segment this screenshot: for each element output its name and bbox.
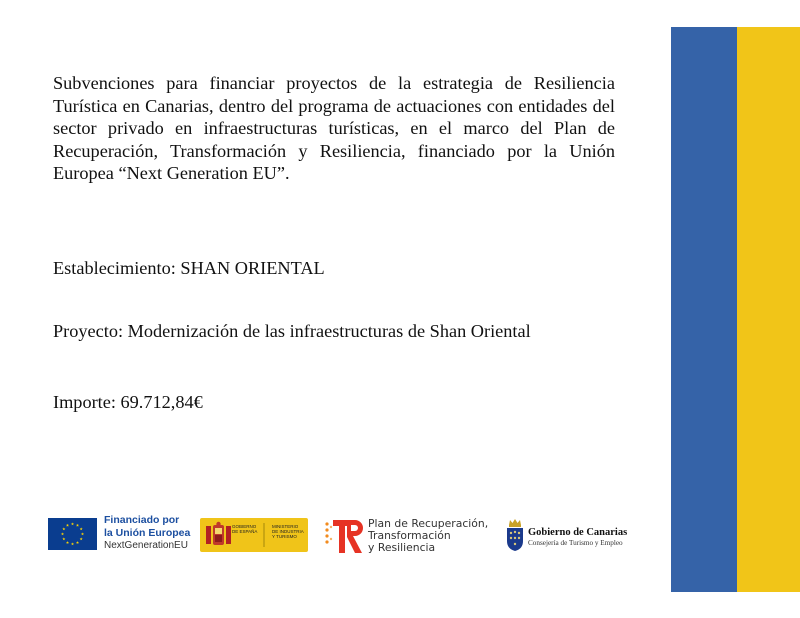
eu-funding-label	[104, 514, 190, 553]
canarias-label	[528, 527, 627, 548]
blue-stripe	[671, 27, 737, 592]
eu-line-2: la Unión Europea	[104, 526, 191, 539]
establishment-line: Establecimiento: SHAN ORIENTAL	[53, 258, 325, 278]
recovery-line-2: Transformación	[368, 528, 451, 542]
eu-line-1: Financiado por	[104, 514, 180, 526]
recovery-line-1: Plan de Recuperación,	[368, 517, 489, 530]
project-line: Proyecto: Modernización de las infraestructuras de Shan Oriental	[53, 321, 531, 341]
eu-line-3: NextGenerationEU	[104, 540, 188, 551]
spain-government-label: GOBIERNO DE ESPAÑA	[232, 524, 258, 535]
recovery-plan-label	[368, 518, 488, 553]
canarias-title: Gobierno de Canarias	[528, 527, 628, 538]
yellow-stripe	[737, 27, 800, 592]
intro-paragraph: Subvenciones para financiar proyectos de la estrategia de Resiliencia Turística en Canarias, dentro del programa de actuaciones con entidades del sector privado en infraestructuras turísticas, en el marco del Plan de Recuperación, Transformación y Resiliencia, financiado por la Unión Europea “Next Generation EU”.	[53, 73, 615, 183]
amount-line: Importe: 69.712,84€	[53, 392, 203, 412]
recovery-plan-icon	[324, 515, 364, 555]
canarias-shield-icon	[505, 517, 525, 552]
eu-flag-icon	[48, 518, 97, 550]
recovery-line-3: y Resiliencia	[368, 540, 436, 554]
canarias-subtitle: Consejería de Turismo y Empleo	[528, 539, 623, 547]
ministry-label: MINISTERIO DE INDUSTRIA Y TURISMO	[272, 524, 304, 540]
